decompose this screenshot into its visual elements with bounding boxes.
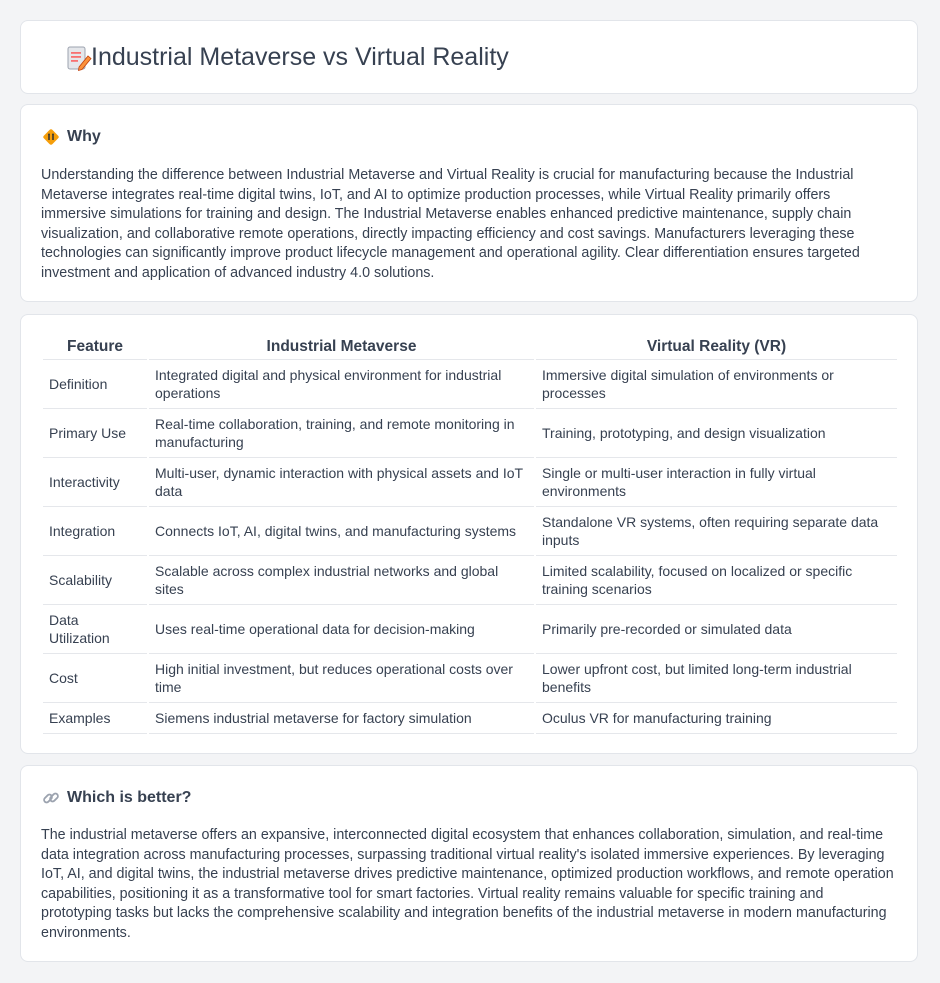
table-row [43, 458, 897, 507]
header-feature: Feature [43, 335, 147, 360]
row-feature: Integration [43, 507, 147, 556]
link-icon [41, 788, 61, 808]
which-is-better-section [20, 765, 918, 962]
row-feature: Scalability [43, 556, 147, 605]
row-metaverse: Connects IoT, AI, digital twins, and manufacturing systems [149, 507, 534, 556]
row-metaverse: Integrated digital and physical environment for industrial operations [149, 360, 534, 409]
table-row [43, 605, 897, 654]
why-text: Understanding the difference between Industrial Metaverse and Virtual Reality is crucial for manufacturing because the Industrial Metaverse integrates real-time digital twins, IoT, and AI to optimize production processes, while Virtual Reality primarily offers immersive simulations for training and design. The Industrial Metaverse enables enhanced predictive maintenance, supply chain visualization, and collaborative remote operations, directly impacting efficiency and cost savings. Manufacturers leveraging these technologies can significantly improve product lifecycle management and operational agility. Clear differentiation ensures targeted investment and application of advanced industry 4.0 solutions. [41, 167, 860, 281]
better-heading: Which is better? [67, 789, 192, 806]
row-vr: Oculus VR for manufacturing training [536, 703, 897, 734]
row-vr: Single or multi-user interaction in fully virtual environments [536, 458, 897, 507]
row-feature: Data Utilization [43, 605, 147, 654]
row-metaverse: Scalable across complex industrial networks and global sites [149, 556, 534, 605]
better-text: The industrial metaverse offers an expansive, interconnected digital ecosystem that enhances collaboration, simulation, and real-time data integration across manufacturing processes, surpassing traditional virtual reality's isolated immersive experiences. By leveraging IoT, AI, and digital twins, the industrial metaverse drives predictive maintenance, optimized production workflows, and remote operation capabilities, positioning it as a transformative tool for smart factories. Virtual reality remains valuable for specific training and prototyping tasks but lacks the comprehensive scalability and integration benefits of the industrial metaverse in modern manufacturing environments. [41, 827, 894, 941]
document-pencil-icon [65, 45, 93, 73]
table-row [43, 556, 897, 605]
row-vr: Training, prototyping, and design visualization [536, 409, 897, 458]
header-virtual-reality: Virtual Reality (VR) [536, 335, 897, 360]
row-metaverse: Uses real-time operational data for decision-making [149, 605, 534, 654]
row-metaverse: High initial investment, but reduces operational costs over time [149, 654, 534, 703]
row-vr: Lower upfront cost, but limited long-term industrial benefits [536, 654, 897, 703]
table-row [43, 409, 897, 458]
row-vr: Standalone VR systems, often requiring separate data inputs [536, 507, 897, 556]
row-feature: Cost [43, 654, 147, 703]
header-card [20, 20, 918, 94]
better-heading-row [41, 786, 191, 810]
diamond-sign-icon [41, 127, 61, 147]
row-metaverse: Multi-user, dynamic interaction with physical assets and IoT data [149, 458, 534, 507]
comparison-table [41, 335, 899, 734]
comparison-card [20, 314, 918, 754]
why-heading: Why [67, 128, 101, 145]
row-feature: Definition [43, 360, 147, 409]
row-vr: Immersive digital simulation of environments or processes [536, 360, 897, 409]
row-metaverse: Real-time collaboration, training, and remote monitoring in manufacturing [149, 409, 534, 458]
table-row [43, 703, 897, 734]
row-feature: Examples [43, 703, 147, 734]
why-heading-row [41, 125, 101, 149]
row-feature: Primary Use [43, 409, 147, 458]
row-feature: Interactivity [43, 458, 147, 507]
table-row [43, 360, 897, 409]
table-row [43, 507, 897, 556]
table-row [43, 654, 897, 703]
page-title: Industrial Metaverse vs Virtual Reality [91, 43, 509, 71]
row-vr: Limited scalability, focused on localized or specific training scenarios [536, 556, 897, 605]
table-header-row [43, 335, 897, 360]
row-vr: Primarily pre-recorded or simulated data [536, 605, 897, 654]
row-metaverse: Siemens industrial metaverse for factory simulation [149, 703, 534, 734]
why-section [20, 104, 918, 302]
header-industrial-metaverse: Industrial Metaverse [149, 335, 534, 360]
